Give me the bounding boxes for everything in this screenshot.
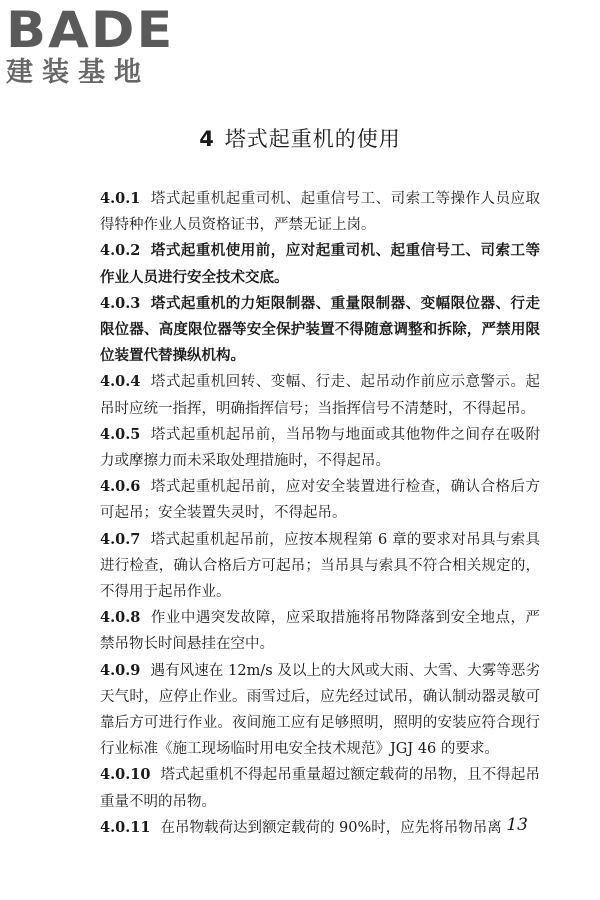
chapter-title-text: 塔式起重机的使用 — [224, 127, 401, 151]
clause-number: 4.0.1 — [100, 190, 141, 207]
clause-number: 4.0.8 — [100, 609, 141, 627]
clause-text: 塔式起重机起吊前，当吊物与地面或其他物件之间存在吸附力或摩擦力而未采取处理措施时，不得起吊。 — [100, 426, 540, 470]
clause-number: 4.0.3 — [100, 294, 141, 312]
clause-number: 4.0.7 — [100, 530, 141, 548]
clause-4-0-2 — [100, 238, 540, 290]
logo — [6, 1, 175, 88]
clause-text: 塔式起重机使用前，应对起重司机、起重信号工、司索工等作业人员进行安全技术交底。 — [100, 242, 540, 286]
clause-text: 在吊物载荷达到额定载荷的 90%时，应先将吊物吊离 — [160, 819, 502, 836]
clause-number: 4.0.10 — [100, 766, 151, 784]
chapter-title — [0, 123, 600, 153]
clause-text: 塔式起重机不得起吊重量超过额定载荷的吊物，且不得起吊重量不明的吊物。 — [100, 767, 540, 810]
clause-number: 4.0.9 — [100, 661, 141, 679]
clause-4-0-7 — [100, 527, 540, 606]
logo-mark: BADE — [6, 1, 175, 59]
clause-4-0-10 — [100, 762, 540, 814]
clause-text: 塔式起重机起吊前，应按本规程第 6 章的要求对吊具与索具进行检查，确认合格后方可起吊；当吊具与索具不符合相关规定的，不得用于起吊作业。 — [100, 531, 540, 601]
clause-4-0-5 — [100, 422, 540, 474]
clause-4-0-1 — [100, 186, 540, 238]
logo-subtitle: 建装基地 — [6, 57, 150, 88]
clause-number: 4.0.6 — [100, 478, 141, 496]
clause-4-0-8 — [100, 605, 540, 657]
clause-4-0-3 — [100, 291, 540, 370]
clause-4-0-11 — [100, 815, 540, 841]
clause-4-0-6 — [100, 474, 540, 526]
clause-text: 作业中遇突发故障，应采取措施将吊物降落到安全地点，严禁吊物长时间悬挂在空中。 — [100, 610, 540, 653]
clause-number: 4.0.4 — [100, 373, 141, 391]
document-body — [100, 186, 540, 841]
clause-text: 塔式起重机的力矩限制器、重量限制器、变幅限位器、行走限位器、高度限位器等安全保护装置不得随意调整和拆除，严禁用限位装置代替操纵机构。 — [100, 294, 540, 365]
clause-number: 4.0.2 — [100, 242, 141, 260]
clause-text: 塔式起重机起重司机、起重信号工、司索工等操作人员应取得特种作业人员资格证书，严禁无证上岗。 — [100, 191, 540, 234]
clause-text: 塔式起重机回转、变幅、行走、起吊动作前应示意警示。起吊时应统一指挥，明确指挥信号；当指挥信号不清楚时，不得起吊。 — [100, 374, 540, 417]
clause-4-0-9 — [100, 658, 540, 763]
page-number: 13 — [506, 815, 528, 835]
chapter-number: 4 — [199, 127, 215, 151]
clause-text: 遇有风速在 12m/s 及以上的大风或大雨、大雪、大雾等恶劣天气时，应停止作业。雨雪过后，应先经过试吊，确认制动器灵敏可靠后方可进行作业。夜间施工应有足够照明，照明的安装应符合现行行业标准《施工现场临时用电安全技术规范》JGJ 46 的要求。 — [100, 662, 540, 758]
clause-number: 4.0.5 — [100, 425, 141, 443]
clause-text: 塔式起重机起吊前，应对安全装置进行检查，确认合格后方可起吊；安全装置失灵时，不得起吊。 — [100, 479, 540, 522]
clause-4-0-4 — [100, 369, 540, 421]
clause-number: 4.0.11 — [100, 818, 151, 836]
